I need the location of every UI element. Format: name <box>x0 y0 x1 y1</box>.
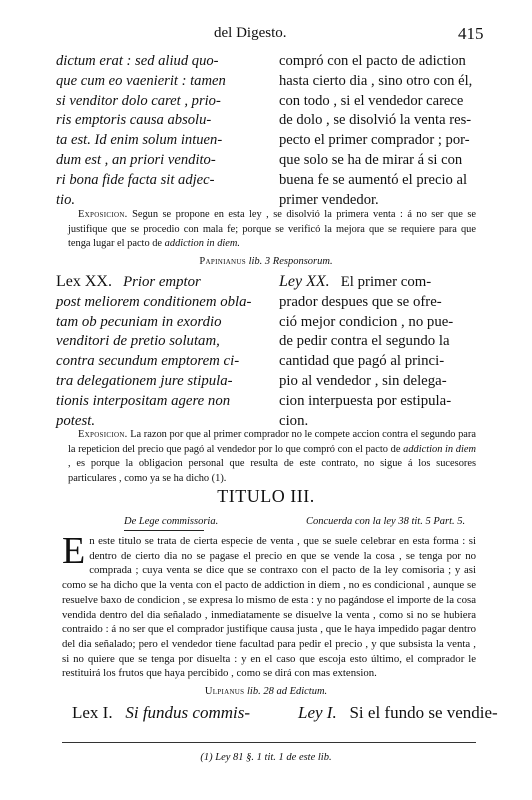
exposicion-italic: addiction in diem. <box>164 238 240 250</box>
latin-line: tra delegationem jure stipula- <box>56 372 233 389</box>
latin-column-2 <box>56 272 251 431</box>
footnote-rule <box>62 742 476 743</box>
spanish-column-3 <box>298 703 498 723</box>
exposicion-label: Exposicion. <box>78 209 128 220</box>
exposicion-italic: addiction in diem <box>403 443 476 455</box>
latin-line: dum est , an priori vendito- <box>56 151 216 168</box>
title-heading: TITULO III. <box>217 486 315 506</box>
exposicion-text: Segun se propone en esta ley , se disolvió la primera venta : á no ser que se justifique que se procedio con mala fe; porque se verificó la mejora que se requiere para que tenga lugar el pacto de <box>68 209 476 250</box>
latin-line: ri bona fide facta sit adjec- <box>56 171 215 188</box>
drop-cap: E <box>62 530 86 572</box>
spanish-column-2 <box>279 272 453 431</box>
subheading-rule <box>124 530 204 531</box>
spanish-line: compró con el pacto de adiction <box>279 53 466 69</box>
spanish-first-text: El primer com- <box>340 274 432 290</box>
latin-line: ris emptoris causa absolu- <box>56 112 212 129</box>
latin-line: potest. <box>56 412 96 429</box>
source-ref: lib. 28 ad Edictum. <box>246 686 328 697</box>
lex-heading: Lex XX. <box>56 273 112 290</box>
latin-line: dictum erat : sed aliud quo- <box>56 53 219 69</box>
latin-text: Si fundus commis- <box>125 703 251 722</box>
latin-first-line <box>56 272 251 293</box>
latin-line: tionis interpositam agere non <box>56 392 231 409</box>
body-paragraph <box>62 530 476 681</box>
latin-line: tio. <box>56 191 76 208</box>
spanish-text: Si el fundo se vendie- <box>349 703 498 722</box>
exposicion-text-cont: , es porque la obligacion personal que resulta de este contrato, no sigue á los sucesores particulares , como ya se ha dicho (1). <box>68 458 476 484</box>
spanish-line: pecto el primer comprador ; por- <box>279 132 470 149</box>
footnote: (1) Ley 81 §. 1 tit. 1 de este lib. <box>200 752 332 763</box>
latin-line: que cum eo vaenierit : tamen <box>56 72 226 89</box>
spanish-line: prador despues que se ofre- <box>279 293 442 310</box>
latin-column-3 <box>72 703 250 723</box>
ley-heading: Ley XX. <box>279 273 330 290</box>
latin-line: ta est. Id enim solum intuen- <box>56 132 223 149</box>
exposicion-text: La razon por que al primer comprador no le compete accion contra el segundo para la repeticion del precio que pagó al vendedor por lo que compró con el pacto de <box>68 429 476 455</box>
spanish-line: cion interpuesta por estipula- <box>279 392 452 409</box>
source-author: Ulpianus <box>204 686 245 697</box>
spanish-line: hasta cierto dia , sino otro con él, <box>279 72 473 89</box>
latin-first-text: Prior emptor <box>123 274 201 290</box>
page-number: 415 <box>458 24 484 43</box>
latin-line: post meliorem conditionem obla- <box>56 293 252 310</box>
spanish-line: que solo se ha de mirar á si con <box>279 151 463 168</box>
spanish-line: con todo , si el vendedor carece <box>279 92 464 109</box>
spanish-line: de pedir contra el segundo la <box>279 333 450 350</box>
latin-line: si venditor dolo caret , prio- <box>56 92 221 109</box>
spanish-line: ció mejor condicion , no pue- <box>279 313 454 330</box>
spanish-first-line <box>279 272 453 293</box>
latin-line: contra secundum emptorem ci- <box>56 353 240 370</box>
lex-heading: Lex I. <box>72 703 113 722</box>
spanish-line: pio al vendedor , sin delega- <box>279 372 447 389</box>
latin-line: venditori de pretio solutam, <box>56 333 220 350</box>
source-ref: lib. 3 Responsorum. <box>248 256 333 267</box>
spanish-line: primer vendedor. <box>279 191 379 208</box>
spanish-column-1 <box>279 52 472 210</box>
ley-heading: Ley I. <box>298 703 337 722</box>
source-citation-2 <box>0 686 532 697</box>
latin-column-1 <box>56 52 226 210</box>
body-text: n este titulo se trata de cierta especie de venta , que se suele celebrar en esta forma : si dentro de cierto dia no se pagase el precio en que se vende la cosa , se tenga por no comprada ; cuya venta se dice que se contraxo con el pacto de la ley comisoria ; y asi como se ha dicho que la venta con el pacto de addiction in diem , no es condicional , aunque se resuelve baxo de condicion , se expresa lo mismo de esta : y no pagándose el importe de la cosa vendida dentro del dia señalado , inmediatamente se disuelve la venta , como si no se hubiera contraido : á no ser que el comprador justifique causa justa , que le haya impedido pagar dentro del dia señalado; pero el vendedor tiene facultad para pedir el precio , y que subsista la venta , si no quiere que se tenga por disuelta : y en el caso que escoja esto último, el comprador le restituirá los frutos que haya percibido , como se dirá con mas extension. <box>62 535 476 680</box>
latin-line: tam ob pecuniam in exordio <box>56 313 222 330</box>
exposicion-label: Exposicion. <box>78 429 128 440</box>
spanish-line: buena fe se aumentó el precio al <box>279 171 468 188</box>
exposicion-note-2 <box>68 428 476 486</box>
source-author: Papinianus <box>199 256 246 267</box>
source-citation-1 <box>0 256 532 267</box>
title-left-subheading: De Lege commissoria. <box>124 516 219 527</box>
spanish-line: de dolo , se disolvió la venta res- <box>279 112 472 129</box>
spanish-line: cion. <box>279 412 309 429</box>
spanish-line: cantidad que pagó al princi- <box>279 353 445 370</box>
exposicion-note-1 <box>68 208 476 252</box>
running-header: del Digesto. <box>214 25 287 41</box>
title-right-subheading: Concuerda con la ley 38 tit. 5 Part. 5. <box>306 516 466 527</box>
